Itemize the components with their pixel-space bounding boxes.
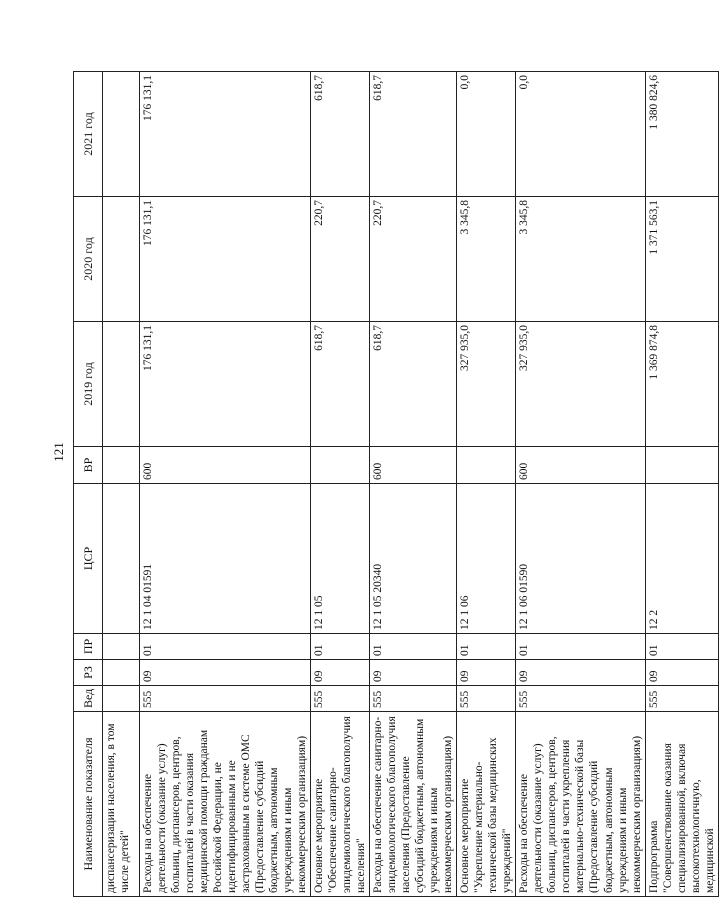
cell-2021: 176 131,1: [140, 72, 311, 197]
cell-pr: 01: [140, 634, 311, 660]
cell-rz: 09: [311, 660, 370, 686]
cell-2020: 220,7: [370, 197, 457, 322]
cell-pr: 01: [311, 634, 370, 660]
cell-2020: 3 345,8: [516, 197, 645, 322]
cell-name: Расходы на обеспечение деятельности (оказание услуг) больниц, диспансеров, центров, госпиталей в части укрепления материально-технической базы (Предоставление субсидий бюджетным, автономным учреждениям и иным некоммерческим организациям): [516, 712, 645, 897]
cell-ved: 555: [516, 686, 645, 712]
cell-vr: 600: [370, 447, 457, 484]
cell-2019: 327 935,0: [457, 322, 516, 447]
cell-name: Расходы на обеспечение санитарно-эпидемиологического благополучия населения (Предоставление субсидий бюджетным, автономным учреждениям и иным некоммерческим организациям): [370, 712, 457, 897]
cell-name: Основное мероприятие "Обеспечение санитарно-эпидемиологического благополучия населения": [311, 712, 370, 897]
cell-2019: 618,7: [370, 322, 457, 447]
col-header-2021: 2021 год: [74, 72, 103, 197]
cell-rz: 09: [516, 660, 645, 686]
cell-2020: 3 345,8: [457, 197, 516, 322]
cell-ved: 555: [140, 686, 311, 712]
cell-2019: [103, 322, 140, 447]
cell-ved: 555: [457, 686, 516, 712]
cell-vr: [103, 447, 140, 484]
cell-pr: [103, 634, 140, 660]
cell-pr: 01: [457, 634, 516, 660]
cell-2020: 176 131,1: [140, 197, 311, 322]
cell-rz: [103, 660, 140, 686]
cell-pr: 01: [370, 634, 457, 660]
cell-csr: 12 1 06: [457, 484, 516, 634]
budget-table: [73, 71, 719, 897]
table-header-row: [74, 72, 103, 897]
cell-rz: 09: [645, 660, 718, 686]
cell-csr: 12 2: [645, 484, 718, 634]
cell-csr: [103, 484, 140, 634]
table-row: [140, 72, 311, 897]
col-header-pr: ПР: [74, 634, 103, 660]
cell-2019: 618,7: [311, 322, 370, 447]
cell-2021: 0,0: [457, 72, 516, 197]
col-header-2019: 2019 год: [74, 322, 103, 447]
cell-2021: 618,7: [370, 72, 457, 197]
table-row: [370, 72, 457, 897]
cell-ved: 555: [645, 686, 718, 712]
cell-2019: 1 369 874,8: [645, 322, 718, 447]
table-row: [103, 72, 140, 897]
cell-ved: [103, 686, 140, 712]
cell-vr: [645, 447, 718, 484]
col-header-csr: ЦСР: [74, 484, 103, 634]
cell-pr: 01: [645, 634, 718, 660]
cell-vr: 600: [140, 447, 311, 484]
table-row: [457, 72, 516, 897]
cell-csr: 12 1 04 01591: [140, 484, 311, 634]
cell-2020: 1 371 563,1: [645, 197, 718, 322]
col-header-ved: Вед: [74, 686, 103, 712]
col-header-2020: 2020 год: [74, 197, 103, 322]
cell-csr: 12 1 05: [311, 484, 370, 634]
cell-rz: 09: [457, 660, 516, 686]
cell-vr: [311, 447, 370, 484]
cell-rz: 09: [140, 660, 311, 686]
cell-name: Расходы на обеспечение деятельности (оказание услуг) больниц, диспансеров, центров, госпиталей в части оказания медицинской помощи гражданам Российской Федерации, не идентифицированным и не застрахованным в системе ОМС (Предоставление субсидий бюджетным, автономным учреждениям и иным некоммерческим организациям): [140, 712, 311, 897]
cell-2019: 176 131,1: [140, 322, 311, 447]
cell-name: Основное мероприятие "Укрепление материально-технической базы медицинских учреждений": [457, 712, 516, 897]
cell-2020: 220,7: [311, 197, 370, 322]
cell-ved: 555: [311, 686, 370, 712]
col-header-rz: РЗ: [74, 660, 103, 686]
rotated-document: [73, 72, 716, 897]
cell-2019: 327 935,0: [516, 322, 645, 447]
cell-rz: 09: [370, 660, 457, 686]
cell-name: Подпрограмма "Совершенствование оказания специализированной, включая высокотехнологичную, медицинской: [645, 712, 718, 897]
table-row: [311, 72, 370, 897]
cell-ved: 555: [370, 686, 457, 712]
cell-2021: 1 380 824,6: [645, 72, 718, 197]
cell-csr: 12 1 05 20340: [370, 484, 457, 634]
table-row: [645, 72, 718, 897]
cell-2021: 618,7: [311, 72, 370, 197]
table-row: [516, 72, 645, 897]
cell-vr: 600: [516, 447, 645, 484]
cell-2021: [103, 72, 140, 197]
cell-vr: [457, 447, 516, 484]
cell-name: диспансеризации населения, в том числе детей": [103, 712, 140, 897]
cell-2020: [103, 197, 140, 322]
cell-pr: 01: [516, 634, 645, 660]
cell-2021: 0,0: [516, 72, 645, 197]
cell-csr: 12 1 06 01590: [516, 484, 645, 634]
col-header-name: Наименование показателя: [74, 712, 103, 897]
col-header-vr: ВР: [74, 447, 103, 484]
page-number: 121: [51, 442, 66, 462]
